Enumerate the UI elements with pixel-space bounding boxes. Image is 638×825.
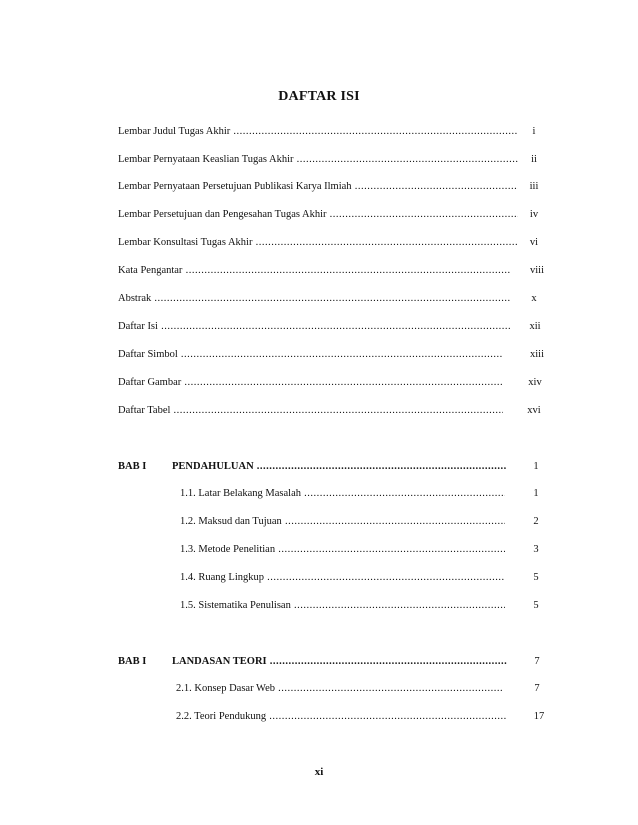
toc-entry-page: i [532,126,536,137]
toc-entry-label: Daftar Gambar [118,377,182,388]
toc-section [180,488,505,499]
toc-entry-label: Lembar Pernyataan Persetujuan Publikasi Karya Ilmiah [118,181,352,192]
toc-entry-label: Daftar Tabel [118,405,171,416]
toc-section-label: 1.4. Ruang Lingkup [180,572,264,583]
toc-section [180,544,505,555]
toc-entry-page: xiv [528,377,542,388]
toc-entry [118,126,518,137]
toc-entry-label: Lembar Judul Tugas Akhir [118,126,231,137]
toc-entry [118,181,518,192]
toc-entry-page: viii [529,265,544,276]
toc-section-page: 2 [533,516,539,527]
toc-section-page: 1 [533,488,539,499]
toc-entry [118,154,518,165]
toc-section-label: 2.1. Konsep Dasar Web [176,683,275,694]
toc-entry [118,377,503,388]
toc-entry [118,209,518,220]
toc-entry-label: Kata Pengantar [118,265,183,276]
toc-entry-label: Lembar Pernyataan Keaslian Tugas Akhir [118,154,294,165]
toc-entry-page: xii [529,321,541,332]
toc-entry [118,405,503,416]
toc-section-label: 1.2. Maksud dan Tujuan [180,516,282,527]
toc-entry [118,321,510,332]
page-number: xi [314,766,324,778]
toc-entry [118,237,518,248]
toc-entry-page: ii [531,154,537,165]
toc-entry-label: Abstrak [118,293,152,304]
toc-section [180,572,505,583]
toc-section-label: 2.2. Teori Pendukung [176,711,267,722]
chapter-label: BAB I [118,461,147,472]
toc-section [176,711,506,722]
toc-entry-page: xvi [527,405,541,416]
toc-entry-label: Lembar Persetujuan dan Pengesahan Tugas Akhir [118,209,327,220]
toc-section [180,600,505,611]
toc-entry-page: iv [529,209,539,220]
chapter-title: PENDAHULUAN ..... [172,461,507,472]
toc-entry-label: Daftar Simbol [118,349,178,360]
toc-entry [118,265,510,276]
toc-section-page: 5 [533,600,539,611]
toc-section-page: 7 [534,683,540,694]
toc-section-page: 17 [533,711,545,722]
toc-section-page: 3 [533,544,539,555]
toc-section-label: 1.5. Sistematika Penulisan [180,600,291,611]
toc-entry [118,349,503,360]
toc-section-page: 5 [533,572,539,583]
toc-section [176,683,502,694]
toc-entry-page: x [531,293,537,304]
toc-section-label: 1.1. Latar Belakang Masalah [180,488,301,499]
toc-section-label: 1.3. Metode Penelitian [180,544,276,555]
chapter-page: 7 [534,656,540,667]
page-title: DAFTAR ISI [278,89,360,104]
toc-section [180,516,505,527]
toc-entry-label: Daftar Isi [118,321,158,332]
toc-entry-page: iii [529,181,539,192]
toc-entry-page: xiii [529,349,544,360]
toc-entry-label: Lembar Konsultasi Tugas Akhir [118,237,253,248]
chapter-label: BAB I [118,656,147,667]
toc-entry-page: vi [529,237,539,248]
toc-entry [118,293,510,304]
chapter-page: 1 [533,461,539,472]
chapter-title: LANDASAN TEORI ..... [172,656,507,667]
